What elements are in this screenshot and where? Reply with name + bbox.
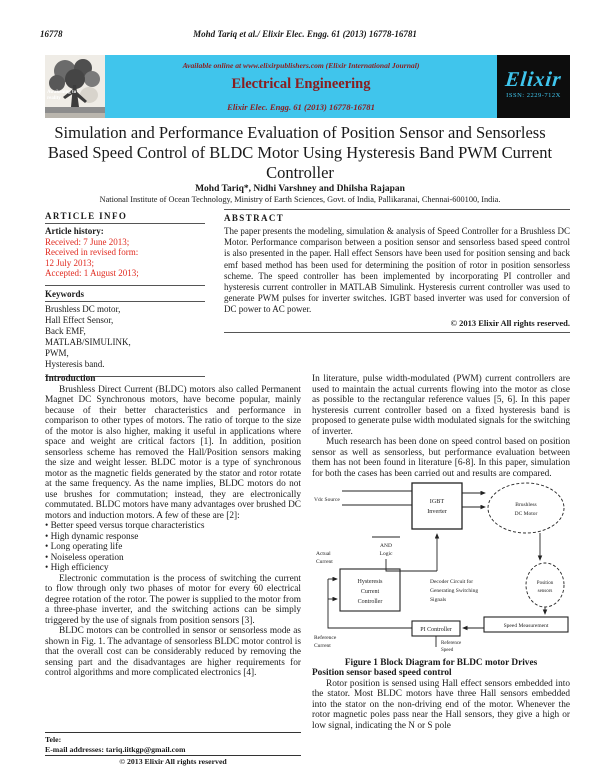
journal-name: Electrical Engineering bbox=[231, 76, 371, 92]
history-line: Accepted: 1 August 2013; bbox=[45, 268, 139, 279]
label-dc-source: Vdc Source bbox=[314, 497, 340, 503]
intro-paragraph-3: BLDC motors can be controlled in sensor or sensorless mode as shown in Fig. 1. The advantage of sensorless BLDC motor control is that the overall cost can be considerably reduced by removing the sensing part and the disadvantages are higher requirements for control algorithms and more complicated electronics [4]. bbox=[45, 626, 301, 678]
keyword-item: Back EMF, bbox=[45, 325, 86, 336]
history-line: Received: 7 June 2013; bbox=[45, 237, 130, 247]
label-position-sensors: sensors bbox=[537, 589, 553, 594]
keyword-item: Hysteresis band. bbox=[45, 358, 105, 369]
page-number: 16778 bbox=[40, 29, 63, 39]
keyword-item: Brushless DC motor, bbox=[45, 303, 121, 314]
history-line: Received in revised form: bbox=[45, 247, 139, 258]
label-decoder-circuit: Decoder Circuit for bbox=[430, 579, 474, 585]
label-and-logic: AND bbox=[380, 543, 392, 549]
footer-copyright: © 2013 Elixir All rights reserved bbox=[45, 755, 301, 767]
keywords-label: Keywords bbox=[45, 289, 205, 302]
authors-line: Mohd Tariq*, Nidhi Varshney and Dhilsha Rajapan bbox=[195, 184, 405, 194]
label-hysteresis-controller: Hysteresis bbox=[357, 579, 383, 585]
footer-tele: Tele: bbox=[45, 735, 62, 744]
tree-logo-caption: Awakening to reality bbox=[47, 90, 77, 101]
figure-1 bbox=[312, 481, 570, 668]
label-motor: Brushless bbox=[515, 502, 537, 508]
available-online-text: Available online at www.elixirpublishers.com (Elixir International Journal) bbox=[182, 61, 420, 70]
journal-banner bbox=[45, 55, 570, 118]
keyword-item: Hall Effect Sensor, bbox=[45, 314, 114, 325]
abstract-copyright: © 2013 Elixir All rights reserved. bbox=[450, 317, 570, 328]
intro-paragraph-2: Electronic commutation is the process of switching the current to flow through only two phases of motor for every 60 electrical degree rotation of the rotor. The power is supplied to the motor from a three-phase inverter, and the switching actions can be simply triggered by the use of signals from position sensors [3]. bbox=[45, 573, 301, 626]
elixir-logo-box bbox=[497, 55, 570, 118]
right-paragraph-1: In literature, pulse width-modulated (PWM) current controllers are used to maintain the actual currents flowing into the motor as close as possible to the rectangular reference values [5, 6]. In this paper hysteresis current controller based on a fixed hysteresis band is proposed to generate pulse width modulated signals for the switching of inverter. bbox=[312, 374, 570, 437]
history-line: 12 July 2013; bbox=[45, 257, 95, 268]
label-actual-current: Current bbox=[316, 559, 333, 565]
running-title: Mohd Tariq et al./ Elixir Elec. Engg. 61 (2013) 16778-16781 bbox=[193, 29, 417, 39]
paper-title: Simulation and Performance Evaluation of Position Sensor and Sensorless Based Speed Control of BLDC Motor Using Hysteresis Band PWM Current Controller bbox=[47, 123, 553, 182]
label-decoder-circuit: Signals bbox=[430, 597, 447, 603]
right-paragraph-3: Rotor position is sensed using Hall effect sensors embedded into the stator. Most BLDC motors have three Hall sensors embedded into the stator on the non-driving end of the motor. Whenever the rotor magnetic poles pass near the Hall sensors, they give a high or low signal, indicating the N or S pole bbox=[312, 678, 570, 731]
label-hysteresis-controller: Current bbox=[360, 589, 380, 595]
article-info-box bbox=[45, 211, 205, 377]
banner-center bbox=[105, 55, 497, 118]
tree-logo-image bbox=[45, 55, 105, 118]
right-paragraph-2: Much research has been done on speed control based on position sensor as well as sensorless, but performance evaluation between them has not been found in literature [6-8]. In this paper, simulation for both the cases has been carried out and results are compared. bbox=[312, 437, 570, 479]
intro-paragraph-1: Brushless Direct Current (BLDC) motors also called Permanent Magnet DC Synchronous motors, have become popular, mainly because of their better characteristics and performance in comparison to other types of motors. The ratio of torque to the size of the motor is also higher, making it useful in applications where space and weight are critical factors [1]. In addition, position sensorless scheme has removed the Hall/Position sensors making the size and weight lesser. BLDC motor is a type of synchronous motor as the magnetic fields generated by the stator and rotor rotate at the same frequency. As the name implies, BLDC motors do not use brushes for commutation; instead, they are electronically commutated. BLDC motors have many advantages over brushed DC motors and induction motors. A few of these are [2]: bbox=[45, 384, 301, 521]
label-reference-speed: Speed bbox=[441, 648, 454, 653]
journal-citation: Elixir Elec. Engg. 61 (2013) 16778-16781 bbox=[227, 102, 375, 112]
label-reference-current: Reference bbox=[314, 635, 337, 641]
left-column bbox=[45, 374, 301, 679]
abstract-box bbox=[224, 209, 570, 333]
keyword-item: PWM, bbox=[45, 347, 69, 358]
intro-heading: Introduction bbox=[45, 374, 96, 384]
label-motor: DC Motor bbox=[514, 511, 538, 517]
label-reference-speed: Reference bbox=[441, 641, 462, 646]
label-pi-controller: PI Controller bbox=[420, 627, 452, 633]
label-and-logic: Logic bbox=[379, 551, 393, 557]
label-inverter: IGBT bbox=[429, 498, 445, 505]
footer-email: E-mail addresses: tariq.iitkgp@gmail.com bbox=[45, 744, 186, 754]
label-actual-current: Actual bbox=[316, 551, 331, 557]
bullet-item: • Long operating life bbox=[45, 542, 123, 552]
section-heading-position-sensor: Position sensor based speed control bbox=[312, 668, 452, 678]
label-hysteresis-controller: Controller bbox=[357, 599, 383, 605]
issn-text: ISSN: 2229-712X bbox=[506, 92, 561, 99]
bullet-item: • Better speed versus torque characteristics bbox=[45, 521, 205, 531]
article-info-heading: ARTICLE INFO bbox=[45, 211, 205, 224]
label-position-sensors: Position bbox=[536, 581, 554, 586]
article-history-label: Article history: bbox=[45, 226, 104, 236]
running-head bbox=[40, 29, 570, 43]
keyword-item: MATLAB/SIMULINK, bbox=[45, 336, 131, 347]
affiliation-line: National Institute of Ocean Technology, Ministry of Earth Sciences, Govt. of India, Pallikaranai, Chennai-600100, India. bbox=[99, 195, 501, 204]
keywords-section bbox=[45, 285, 205, 370]
label-speed-measurement: Speed Measurement bbox=[503, 623, 549, 629]
elixir-logo-wordmark: Elixir bbox=[504, 67, 563, 91]
bullet-item: • High dynamic response bbox=[45, 531, 139, 542]
right-column bbox=[312, 374, 570, 731]
bullet-item: • High efficiency bbox=[45, 563, 109, 573]
label-decoder-circuit: Generating Switching bbox=[430, 588, 479, 594]
label-inverter: Inverter bbox=[427, 508, 447, 515]
abstract-heading: ABSTRACT bbox=[224, 213, 285, 223]
figure-caption: Figure 1 Block Diagram for BLDC motor Drives bbox=[344, 657, 538, 668]
bullet-item: • Noiseless operation bbox=[45, 552, 124, 563]
publisher-tree-logo bbox=[45, 55, 105, 118]
figure-1-diagram bbox=[312, 481, 570, 653]
footnote-block bbox=[45, 732, 301, 767]
abstract-text: The paper presents the modeling, simulation & analysis of Speed Controller for a Brushless DC Motor. Performance comparison between a position sensor and sensorless based speed control is also presented in the paper. Hall effect Sensors have been used for position sensing and back emf based method has been used for determining the position of rotor in position sensorless scheme. The speed controller has been implemented by incorporating PI controller and hysteresis current controller in MATLAB Simulink. Hysteresis current controller was used to generate PWM pulses for inverter switches. IGBT based inverter was used for conversion of DC power to AC power. bbox=[224, 226, 570, 315]
label-reference-current: Current bbox=[314, 643, 331, 649]
